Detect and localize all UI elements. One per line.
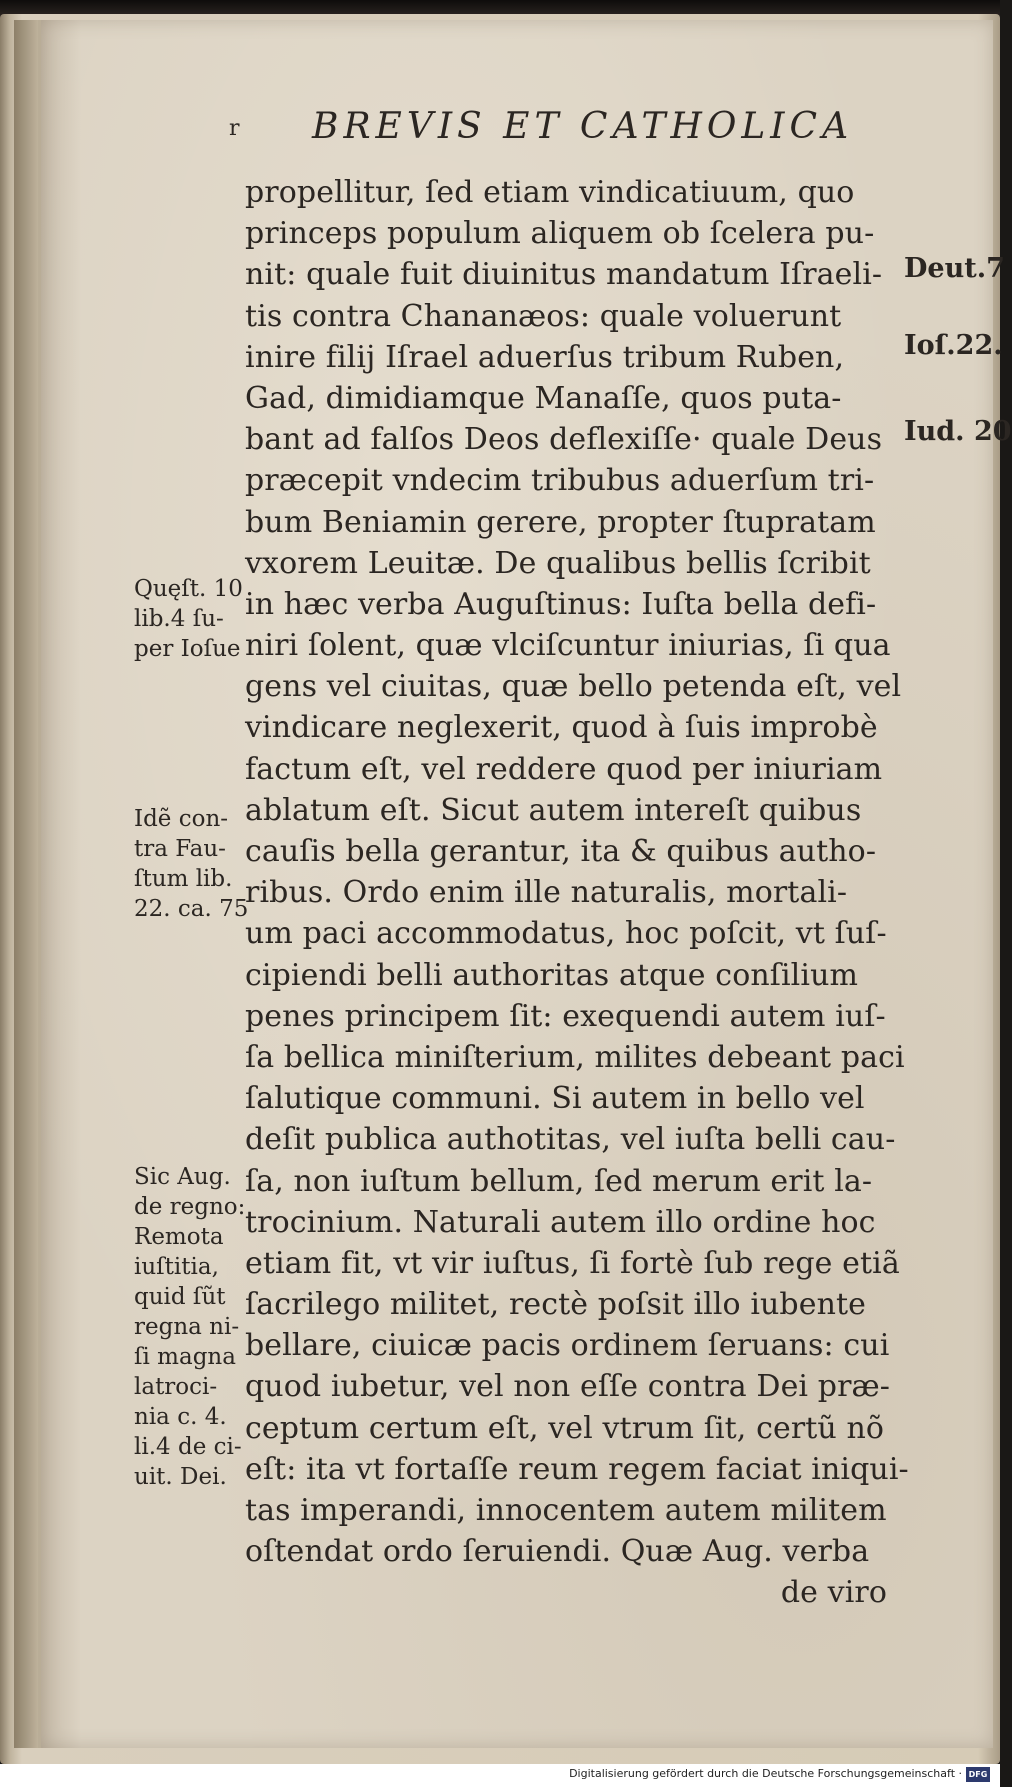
catchword: de viro bbox=[780, 1575, 887, 1611]
marginal-note-right: Ioſ.22. bbox=[904, 330, 1003, 361]
text-line: tis contra Chananæos: quale voluerunt bbox=[245, 298, 842, 334]
text-line: factum eſt, vel reddere quod per iniuriam bbox=[245, 751, 883, 787]
body-text bbox=[245, 172, 909, 1614]
marginal-note-left bbox=[134, 574, 243, 664]
marginal-note-line: Remota bbox=[134, 1224, 224, 1250]
marginal-note-line: quid ſũt bbox=[134, 1284, 226, 1310]
text-line: Gad, dimidiamque Manaſſe, quos puta- bbox=[245, 380, 842, 416]
text-line: quod iubetur, vel non eſſe contra Dei præ- bbox=[245, 1369, 891, 1405]
text-line: nit: quale fuit diuinitus mandatum Iſraeli- bbox=[245, 257, 883, 293]
marginal-note-line: Idẽ con- bbox=[134, 806, 229, 832]
text-line: deſit publica authotitas, vel iuſta belli cau- bbox=[245, 1122, 896, 1158]
text-line: in hæc verba Auguſtinus: Iuſta bella defi- bbox=[245, 586, 877, 622]
text-line: ribus. Ordo enim ille naturalis, mortali- bbox=[245, 875, 848, 911]
text-line: oſtendat ordo ſeruiendi. Quæ Aug. verba bbox=[245, 1534, 870, 1570]
marginal-note-left bbox=[134, 1162, 245, 1492]
text-line: ſalutique communi. Si autem in bello vel bbox=[245, 1081, 865, 1117]
page-number: r bbox=[229, 116, 241, 141]
text-line: bum Beniamin gerere, propter ſtupratam bbox=[245, 504, 876, 540]
text-line: vindicare neglexerit, quod à ſuis improbè bbox=[245, 710, 878, 746]
marginal-note-line: tra Fau- bbox=[134, 836, 226, 862]
text-line: penes principem ſit: exequendi autem iuſ- bbox=[245, 998, 886, 1034]
text-line: niri ſolent, quæ vlciſcuntur iniurias, ſi qua bbox=[245, 628, 891, 664]
text-line: princeps populum aliquem ob ſcelera pu- bbox=[245, 216, 875, 252]
marginal-note-line: Quęſt. 10 bbox=[134, 576, 243, 602]
text-line: ſa bellica miniſterium, milites debeant paci bbox=[245, 1039, 905, 1075]
marginal-note-line: ſi magna bbox=[134, 1344, 236, 1370]
text-line: ceptum certum eſt, vel vtrum ſit, certũ nõ bbox=[245, 1410, 885, 1446]
text-line: gens vel ciuitas, quæ bello petenda eſt, vel bbox=[245, 669, 902, 705]
text-line: cauſis bella gerantur, ita & quibus autho- bbox=[245, 834, 877, 869]
marginal-note-line: 22. ca. 75 bbox=[134, 896, 249, 922]
marginal-note-line: lib.4 ſu- bbox=[134, 606, 224, 632]
text-line: vxorem Leuitæ. De qualibus bellis ſcribit bbox=[245, 545, 871, 581]
digitization-credit: Digitalisierung gefördert durch die Deutsche Forschungsgemeinschaft · bbox=[569, 1767, 962, 1780]
marginal-note-right: Deut.7 bbox=[904, 253, 1005, 284]
text-line: cipiendi belli authoritas atque conſilium bbox=[245, 957, 859, 993]
text-line: tas imperandi, innocentem autem militem bbox=[245, 1493, 887, 1528]
text-line: præcepit vndecim tribubus aduerſum tri- bbox=[245, 463, 875, 499]
text-line: inire filij Iſrael aduerſus tribum Ruben, bbox=[245, 339, 845, 375]
marginal-note-left bbox=[134, 804, 248, 924]
marginal-note-right: Iud. 20 bbox=[904, 416, 1012, 447]
text-line: eſt: ita vt fortaſſe reum regem faciat iniqui- bbox=[245, 1451, 909, 1487]
text-line: um paci accommodatus, hoc poſcit, vt ſuſ- bbox=[245, 916, 887, 952]
running-head: BREVIS ET CATHOLICA bbox=[312, 106, 854, 147]
text-line: propellitur, ſed etiam vindicatiuum, quo bbox=[245, 175, 855, 210]
marginal-note-line: iuſtitia, bbox=[134, 1254, 219, 1280]
text-line: etiam fit, vt vir iuſtus, ſi fortè ſub rege etiã bbox=[245, 1245, 900, 1281]
text-line: bant ad falſos Deos deflexiſſe· quale Deus bbox=[245, 422, 883, 458]
text-line: ablatum eſt. Sicut autem intereſt quibus bbox=[245, 792, 862, 828]
marginal-note-line: Sic Aug. bbox=[134, 1164, 231, 1190]
marginal-note-line: nia c. 4. bbox=[134, 1404, 227, 1430]
text-line: ſa, non iuſtum bellum, ſed merum erit la- bbox=[245, 1163, 873, 1199]
dfg-logo: DFG bbox=[966, 1767, 990, 1782]
text-line: trocinium. Naturali autem illo ordine hoc bbox=[245, 1204, 876, 1240]
marginal-note-line: latroci- bbox=[134, 1374, 218, 1400]
text-line: bellare, ciuicæ pacis ordinem ſeruans: cui bbox=[245, 1328, 890, 1364]
marginal-note-line: ſtum lib. bbox=[134, 866, 233, 892]
marginal-note-line: regna ni- bbox=[134, 1314, 240, 1340]
marginal-note-line: uit. Dei. bbox=[134, 1464, 227, 1490]
marginal-note-line: li.4 de ci- bbox=[134, 1434, 242, 1460]
marginal-note-line: per Ioſue bbox=[134, 636, 241, 662]
marginal-note-line: de regno: bbox=[134, 1194, 246, 1220]
text-line: ſacrilego militet, rectè poſsit illo iubente bbox=[245, 1287, 867, 1323]
